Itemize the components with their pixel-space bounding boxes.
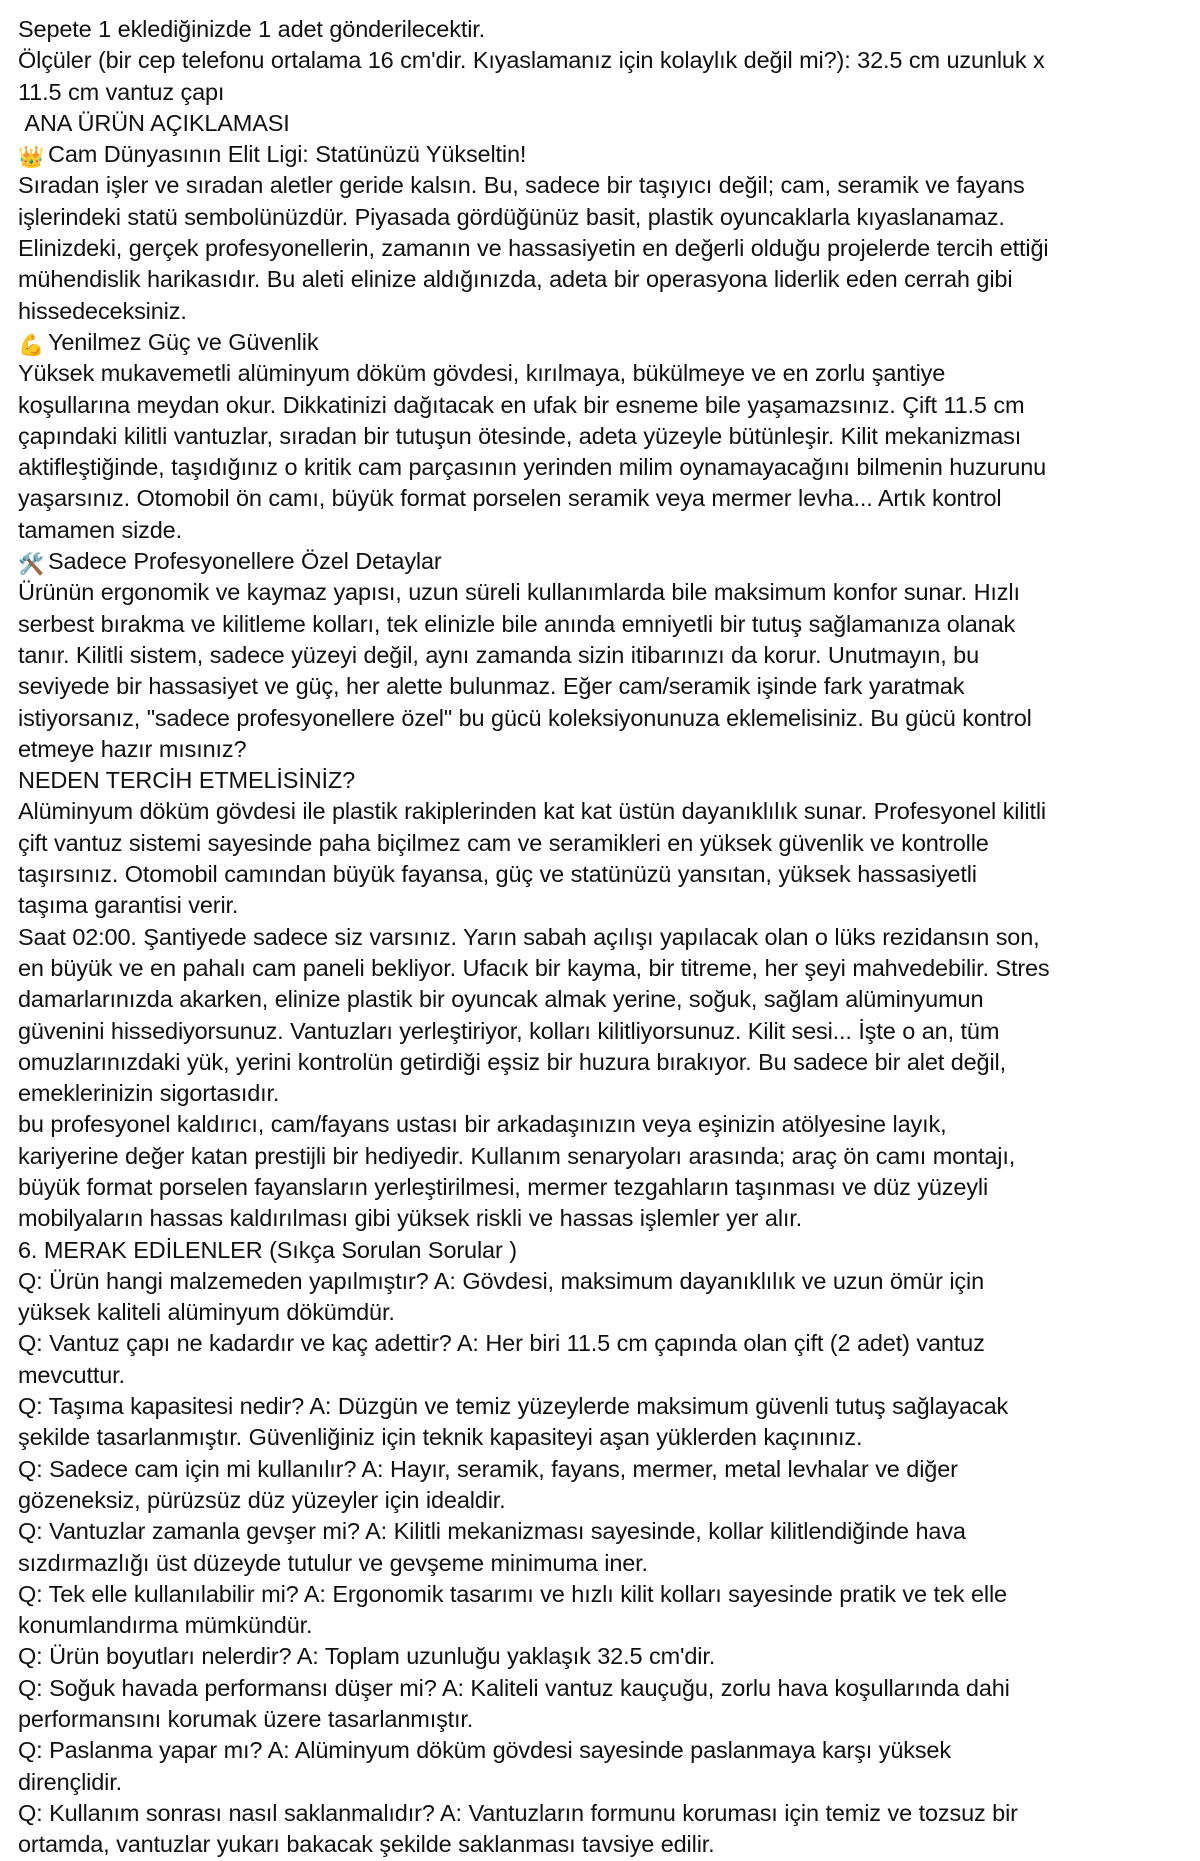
elite-league-heading-text: Cam Dünyasının Elit Ligi: Statünüzü Yükseltin! [48, 141, 527, 168]
faq-section-heading-text: 6. MERAK EDİLENLER (Sıkça Sorulan Sorular ) [18, 1236, 517, 1263]
dimensions-note-text: Ölçüler (bir cep telefonu ortalama 16 cm'dir. Kıyaslamanız için kolaylık değil mi?): 32.5 cm uzunluk x 11.5 cm vantuz çapı [18, 47, 1052, 105]
faq-item-suction-cup-size-text: Q: Vantuz çapı ne kadardır ve kaç adettir? A: Her biri 11.5 cm çapında olan çift (2 adet) vantuz mevcuttur. [18, 1330, 992, 1388]
main-description-heading [18, 108, 1050, 139]
faq-item-material [18, 1266, 1050, 1329]
strength-security-heading-text: Yenilmez Güç ve Güvenlik [48, 328, 319, 355]
faq-item-loosening-text: Q: Vantuzlar zamanla gevşer mi? A: Kilitli mekanizması sayesinde, kollar kilitlendiğinde hava sızdırmazlığı üst düzeyde tutulur ve gevşeme minimuma iner. [18, 1518, 973, 1576]
why-choose-heading-text: NEDEN TERCİH ETMELİSİNİZ? [18, 767, 356, 794]
faq-item-loosening [18, 1516, 1050, 1579]
faq-item-cold-weather [18, 1673, 1050, 1736]
faq-item-rust-text: Q: Paslanma yapar mı? A: Alüminyum döküm gövdesi sayesinde paslanmaya karşı yüksek dirençlidir. [18, 1737, 958, 1795]
faq-item-glass-only-text: Q: Sadece cam için mi kullanılır? A: Hayır, seramik, fayans, mermer, metal levhalar ve diğer gözeneksiz, pürüzsüz düz yüzeyler için idealdir. [18, 1455, 965, 1513]
faq-item-one-hand-use-text: Q: Tek elle kullanılabilir mi? A: Ergonomik tasarımı ve hızlı kilit kolları sayesinde pratik ve tek elle konumlandırma mümkündür. [18, 1580, 1014, 1639]
faq-item-material-text: Q: Ürün hangi malzemeden yapılmıştır? A: Gövdesi, maksimum dayanıklılık ve uzun ömür için yüksek kaliteli alüminyum dökümdür. [18, 1267, 991, 1326]
faq-item-rust [18, 1735, 1050, 1798]
strength-security-paragraph [18, 358, 1053, 546]
pro-details-paragraph [18, 577, 1050, 765]
story-paragraph-text: Saat 02:00. Şantiyede sadece siz varsınız. Yarın sabah açılışı yapılacak olan o lüks rezidansın son, en büyük ve en pahalı cam paneli bekliyor. Ufacık bir kayma, bir titreme, her şeyi mahvedebilir. Stres damarlarınızda akarken, elinize plastik bir oyuncak almak yerine, soğuk, sağlam alüminyumun güvenini hissediyorsunuz. Vantuzları yerleştiriyor, kolları kilitliyorsunuz. Kilit sesi... İşte o an, tüm omuzlarınızdaki yük, yerini kontrolün getirdiği eşsiz bir huzura bırakıyor. Bu sadece bir alet değil, emeklerinizin sigortasıdır. [18, 923, 1057, 1107]
pro-details-heading [18, 546, 1050, 577]
elite-league-paragraph-text: Sıradan işler ve sıradan aletler geride kalsın. Bu, sadece bir taşıyıcı değil; cam, seramik ve fayans işlerindeki statü sembolünüzdür. Piyasada gördüğünüz basit, plastik oyuncaklarla kıyaslanamaz. Elinizdeki, gerçek profesyonellerin, zamanın ve hassasiyetin en değerli olduğu projelerde tercih ettiği mühendislik harikasıdır. Bu aleti elinize aldığınızda, adeta bir operasyona liderlik eden cerrah gibi hissedeceksiniz. [18, 172, 1056, 324]
why-choose-paragraph [18, 796, 1053, 921]
why-choose-paragraph-text: Alüminyum döküm gövdesi ile plastik rakiplerinden kat kat üstün dayanıklılık sunar. Profesyonel kilitli çift vantuz sistemi sayesinde paha biçilmez cam ve seramikleri en yüksek güvenlik ve kontrolle taşırsınız. Otomobil camından büyük fayansa, güç ve statünüzü yansıtan, yüksek hassasiyetli taşıma garantisi verir. [18, 798, 1053, 919]
cart-quantity-note-text: Sepete 1 eklediğinizde 1 adet gönderilecektir. [18, 16, 486, 42]
pro-details-heading-text: Sadece Profesyonellere Özel Detaylar [48, 548, 442, 575]
crown-icon: 👑 [18, 145, 44, 170]
gift-usage-paragraph [18, 1109, 1050, 1234]
dimensions-note [18, 45, 1050, 108]
faq-item-dimensions [18, 1641, 1050, 1672]
pro-details-paragraph-text: Ürünün ergonomik ve kaymaz yapısı, uzun süreli kullanımlarda bile maksimum konfor sunar. Hızlı serbest bırakma ve kilitleme kolları, tek elinizle bile anında emniyetli bir tutuş sağlamanıza olanak tanır. Kilitli sistem, sadece yüzeyi değil, aynı zamanda sizin itibarınızı da korur. Unutmayın, bu seviyede bir hassasiyet ve güç, her alette bulunmaz. Eğer cam/seramik işinde fark yaratmak istiyorsanız, "sadece profesyonellere özel" bu gücü koleksiyonunuza eklemelisiniz. Bu gücü kontrol etmeye hazır mısınız? [18, 579, 1039, 762]
faq-section-heading [18, 1235, 1050, 1266]
strength-security-heading [18, 327, 1050, 358]
cart-quantity-note [18, 14, 1050, 45]
faq-item-carrying-capacity [18, 1391, 1050, 1454]
story-paragraph [18, 922, 1057, 1110]
strength-security-paragraph-text: Yüksek mukavemetli alüminyum döküm gövdesi, kırılmaya, bükülmeye ve en zorlu şantiye koşullarına meydan okur. Dikkatinizi dağıtacak en ufak bir esneme bile yaşamazsınız. Çift 11.5 cm çapındaki kilitli vantuzlar, sıradan bir tutuşun ötesinde, adeta yüzeyle bütünleşir. Kilit mekanizması aktifleştiğinde, taşıdığınız o kritik cam parçasının yerinden milim oynamayacağını bilmenin huzurunu yaşarsınız. Otomobil ön camı, büyük format porselen seramik veya mermer levha... Artık kontrol tamamen sizde. [18, 360, 1053, 543]
faq-item-storage-text: Q: Kullanım sonrası nasıl saklanmalıdır? A: Vantuzların formunu koruması için temiz ve tozsuz bir ortamda, vantuzlar yukarı bakacak şekilde saklanması tavsiye edilir. [18, 1799, 1025, 1858]
elite-league-paragraph [18, 170, 1056, 326]
faq-item-cold-weather-text: Q: Soğuk havada performansı düşer mi? A: Kaliteli vantuz kauçuğu, zorlu hava koşullarında dahi performansını korumak üzere tasarlanmıştır. [18, 1674, 1017, 1733]
gift-usage-paragraph-text: bu profesyonel kaldırıcı, cam/fayans ustası bir arkadaşınızın veya eşinizin atölyesine layık, kariyerine değer katan prestijli bir hediyedir. Kullanım senaryoları arasında; araç ön camı montajı, büyük format porselen fayansların yerleştirilmesi, mermer tezgahların taşınması ve düz yüzeyli mobilyaların hassas kaldırılması gibi yüksek riskli ve hassas işlemler yer alır. [18, 1111, 1022, 1232]
main-description-heading-text: ANA ÜRÜN AÇIKLAMASI [18, 109, 290, 136]
faq-item-dimensions-text: Q: Ürün boyutları nelerdir? A: Toplam uzunluğu yaklaşık 32.5 cm'dir. [18, 1643, 716, 1670]
faq-item-suction-cup-size [18, 1328, 1050, 1391]
faq-item-glass-only [18, 1454, 1050, 1517]
flexed-biceps-icon: 💪 [18, 332, 44, 357]
hammer-and-wrench-icon: 🛠️ [18, 552, 44, 577]
faq-item-carrying-capacity-text: Q: Taşıma kapasitesi nedir? A: Düzgün ve temiz yüzeylerde maksimum güvenli tutuş sağlayacak şekilde tasarlanmıştır. Güvenliğiniz için teknik kapasiteyi aşan yüklerden kaçınınız. [18, 1393, 1015, 1451]
why-choose-heading [18, 765, 1050, 796]
faq-item-one-hand-use [18, 1579, 1050, 1642]
elite-league-heading [18, 139, 1050, 170]
faq-item-storage [18, 1798, 1050, 1861]
